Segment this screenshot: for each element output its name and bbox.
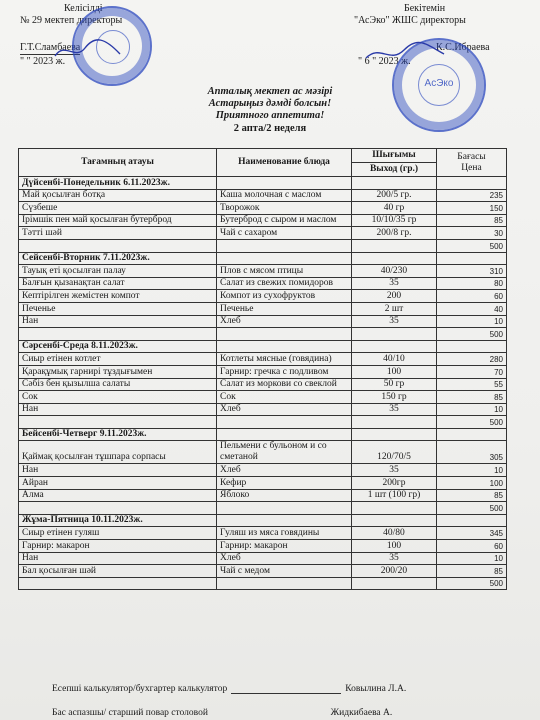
day-header-row (19, 177, 507, 190)
empty-cell (352, 514, 437, 527)
dish-price: 235 (437, 189, 507, 202)
dish-name-ru: Хлеб (217, 315, 352, 328)
dish-name-ru: Хлеб (217, 464, 352, 477)
dish-price: 150 (437, 202, 507, 215)
dish-output: 200/20 (352, 565, 437, 578)
empty-cell (352, 177, 437, 190)
dish-output: 35 (352, 464, 437, 477)
dish-name-ru: Гарнир: макарон (217, 540, 352, 553)
dish-price: 55 (437, 378, 507, 391)
day-title: Бейсенбі-Четверг 9.11.2023ж. (19, 428, 217, 441)
dish-price: 70 (437, 365, 507, 378)
dish-name-ru: Плов с мясом птицы (217, 265, 352, 278)
approval-right-date: " 6 " 2023 ж. (358, 56, 411, 67)
accountant-role: Есепші калькулятор/бухгартер калькулятор (52, 684, 228, 694)
dish-name-kz: Тәтті шәй (19, 227, 217, 240)
dish-name-ru: Хлеб (217, 552, 352, 565)
menu-wish-kz: Астарыңыз дәмді болсын! (208, 98, 332, 109)
dish-name-kz: Алма (19, 489, 217, 502)
empty-cell (352, 416, 437, 429)
dish-name-kz: Сиыр етінен гуляш (19, 527, 217, 540)
dish-output: 40/10 (352, 353, 437, 366)
dish-name-kz: Май қосылған ботқа (19, 189, 217, 202)
dish-name-ru: Котлеты мясные (говядина) (217, 353, 352, 366)
menu-item-row (19, 302, 507, 315)
dish-output: 35 (352, 552, 437, 565)
signature-right-icon (360, 40, 450, 68)
dish-price: 85 (437, 565, 507, 578)
dish-output: 40/80 (352, 527, 437, 540)
day-total-row (19, 328, 507, 341)
dish-output: 120/70/5 (352, 441, 437, 464)
menu-item-row (19, 464, 507, 477)
dish-price: 10 (437, 315, 507, 328)
dish-price: 30 (437, 227, 507, 240)
dish-name-kz: Сок (19, 391, 217, 404)
empty-cell (352, 328, 437, 341)
menu-item-row (19, 290, 507, 303)
menu-table (18, 148, 507, 590)
empty-cell (217, 577, 352, 590)
menu-item-row (19, 315, 507, 328)
header-price-ru: Цена (461, 162, 482, 173)
menu-item-row (19, 353, 507, 366)
menu-item-row (19, 227, 507, 240)
dish-name-ru: Сок (217, 391, 352, 404)
day-title: Сәрсенбі-Среда 8.11.2023ж. (19, 340, 217, 353)
empty-cell (352, 577, 437, 590)
dish-name-kz: Сәбіз бен қызылша салаты (19, 378, 217, 391)
menu-item-row (19, 202, 507, 215)
empty-cell (437, 340, 507, 353)
footer-accountant (52, 684, 406, 694)
dish-name-kz: Қарақұмық гарнирі тұздығымен (19, 365, 217, 378)
day-title: Жұма-Пятница 10.11.2023ж. (19, 514, 217, 527)
accountant-signature-line (231, 684, 341, 694)
empty-cell (352, 428, 437, 441)
dish-price: 100 (437, 477, 507, 490)
empty-cell (437, 177, 507, 190)
dish-name-ru: Творожок (217, 202, 352, 215)
day-title: Дүйсенбі-Понедельник 6.11.2023ж. (19, 177, 217, 190)
empty-cell (352, 239, 437, 252)
approval-left-name: Г.Т.Сламбаева (20, 42, 81, 53)
header-name-kz: Тағамның атауы (19, 149, 217, 177)
empty-cell (19, 502, 217, 515)
dish-name-kz: Бал қосылған шәй (19, 565, 217, 578)
dish-price: 10 (437, 464, 507, 477)
dish-name-ru: Каша молочная с маслом (217, 189, 352, 202)
dish-output: 40 гр (352, 202, 437, 215)
dish-output: 35 (352, 315, 437, 328)
dish-name-kz: Айран (19, 477, 217, 490)
dish-name-kz: Нан (19, 464, 217, 477)
menu-item-row (19, 265, 507, 278)
dish-name-kz: Сиыр етінен котлет (19, 353, 217, 366)
header-price-kz: Бағасы (457, 151, 486, 162)
dish-name-ru: Бутерброд с сыром и маслом (217, 214, 352, 227)
day-header-row (19, 340, 507, 353)
dish-price: 85 (437, 214, 507, 227)
dish-name-ru: Печенье (217, 302, 352, 315)
day-total-row (19, 416, 507, 429)
day-total-price: 500 (437, 577, 507, 590)
dish-output: 200/5 гр. (352, 189, 437, 202)
menu-item-row (19, 403, 507, 416)
day-total-row (19, 502, 507, 515)
empty-cell (352, 340, 437, 353)
dish-name-ru: Чай с медом (217, 565, 352, 578)
company-stamp-text: АсЭко (424, 78, 454, 89)
dish-price: 10 (437, 552, 507, 565)
menu-table-body (19, 177, 507, 590)
empty-cell (437, 252, 507, 265)
dish-name-kz: Гарнир: макарон (19, 540, 217, 553)
dish-name-kz: Нан (19, 315, 217, 328)
menu-item-row (19, 527, 507, 540)
menu-title-kz: Апталық мектеп ас мәзірі (207, 86, 333, 97)
dish-name-ru: Салат из моркови со свеклой (217, 378, 352, 391)
empty-cell (217, 502, 352, 515)
approval-left-line1: Келісілді (64, 3, 103, 14)
menu-wish-ru: Приятного аппетита! (215, 110, 325, 121)
approval-right-line2: "АсЭко" ЖШС директоры (354, 15, 466, 26)
accountant-name: Ковылина Л.А. (345, 684, 407, 694)
dish-output: 150 гр (352, 391, 437, 404)
dish-name-kz: Ірімшік пен май қосылған бутерброд (19, 214, 217, 227)
dish-output: 50 гр (352, 378, 437, 391)
day-header-row (19, 428, 507, 441)
empty-cell (217, 328, 352, 341)
dish-price: 345 (437, 527, 507, 540)
empty-cell (437, 428, 507, 441)
menu-item-row (19, 365, 507, 378)
empty-cell (352, 252, 437, 265)
menu-week: 2 апта/2 неделя (233, 123, 307, 134)
day-total-price: 500 (437, 239, 507, 252)
dish-name-kz: Печенье (19, 302, 217, 315)
menu-item-row (19, 477, 507, 490)
approval-left-line2: № 29 мектеп директоры (20, 15, 123, 26)
dish-name-ru: Пельмени с бульоном и со сметаной (217, 441, 352, 464)
dish-price: 40 (437, 302, 507, 315)
header-name-ru: Наименование блюда (217, 149, 352, 177)
day-total-row (19, 577, 507, 590)
day-header-row (19, 514, 507, 527)
dish-output: 10/10/35 гр (352, 214, 437, 227)
dish-output: 35 (352, 277, 437, 290)
empty-cell (217, 252, 352, 265)
dish-name-ru: Хлеб (217, 403, 352, 416)
menu-item-row (19, 189, 507, 202)
empty-cell (217, 514, 352, 527)
dish-price: 60 (437, 540, 507, 553)
cook-name: Жидкибаева А. (330, 708, 393, 718)
dish-name-kz: Нан (19, 403, 217, 416)
dish-output: 35 (352, 403, 437, 416)
dish-name-ru: Гарнир: гречка с подливом (217, 365, 352, 378)
header-output-kz: Шығымы (352, 149, 437, 163)
dish-price: 85 (437, 391, 507, 404)
approval-right-line1: Бекітемін (404, 3, 446, 14)
dish-output: 100 (352, 540, 437, 553)
empty-cell (19, 577, 217, 590)
cook-role: Бас аспазшы/ старший повар столовой (52, 708, 208, 718)
day-total-price: 500 (437, 328, 507, 341)
dish-output: 200/8 гр. (352, 227, 437, 240)
dish-name-kz: Нан (19, 552, 217, 565)
dish-output: 40/230 (352, 265, 437, 278)
dish-name-kz: Балғын қызанақтан салат (19, 277, 217, 290)
menu-item-row (19, 552, 507, 565)
menu-item-row (19, 565, 507, 578)
dish-name-ru: Яблоко (217, 489, 352, 502)
dish-price: 60 (437, 290, 507, 303)
empty-cell (217, 239, 352, 252)
header-output-ru: Выход (гр.) (352, 163, 437, 177)
day-total-row (19, 239, 507, 252)
dish-name-ru: Гуляш из мяса говядины (217, 527, 352, 540)
empty-cell (217, 340, 352, 353)
dish-name-ru: Салат из свежих помидоров (217, 277, 352, 290)
dish-name-ru: Чай с сахаром (217, 227, 352, 240)
dish-output: 1 шт (100 гр) (352, 489, 437, 502)
menu-item-row (19, 441, 507, 464)
day-total-price: 500 (437, 416, 507, 429)
menu-item-row (19, 378, 507, 391)
menu-item-row (19, 489, 507, 502)
empty-cell (217, 177, 352, 190)
menu-item-row (19, 214, 507, 227)
dish-name-ru: Компот из сухофруктов (217, 290, 352, 303)
approval-right-name: К.С.Ибраева (436, 42, 490, 53)
day-total-price: 500 (437, 502, 507, 515)
dish-name-kz: Сүзбеше (19, 202, 217, 215)
dish-output: 100 (352, 365, 437, 378)
empty-cell (19, 328, 217, 341)
dish-name-ru: Кефир (217, 477, 352, 490)
footer-cook (52, 708, 392, 718)
menu-item-row (19, 391, 507, 404)
dish-price: 280 (437, 353, 507, 366)
dish-price: 310 (437, 265, 507, 278)
dish-output: 200 (352, 290, 437, 303)
dish-output: 200гр (352, 477, 437, 490)
empty-cell (217, 428, 352, 441)
header-price (437, 149, 507, 177)
dish-name-kz: Қаймақ қосылған тұшпара сорпасы (19, 441, 217, 464)
empty-cell (352, 502, 437, 515)
dish-output: 2 шт (352, 302, 437, 315)
day-title: Сейсенбі-Вторник 7.11.2023ж. (19, 252, 217, 265)
dish-price: 10 (437, 403, 507, 416)
empty-cell (19, 416, 217, 429)
approval-left-date: " " 2023 ж. (20, 56, 66, 67)
menu-item-row (19, 277, 507, 290)
empty-cell (437, 514, 507, 527)
empty-cell (217, 416, 352, 429)
dish-name-kz: Тауық еті қосылған палау (19, 265, 217, 278)
empty-cell (19, 239, 217, 252)
dish-name-kz: Кептірілген жемістен компот (19, 290, 217, 303)
day-header-row (19, 252, 507, 265)
dish-price: 305 (437, 441, 507, 464)
signature-left-icon (50, 36, 130, 66)
dish-price: 85 (437, 489, 507, 502)
dish-price: 80 (437, 277, 507, 290)
menu-item-row (19, 540, 507, 553)
